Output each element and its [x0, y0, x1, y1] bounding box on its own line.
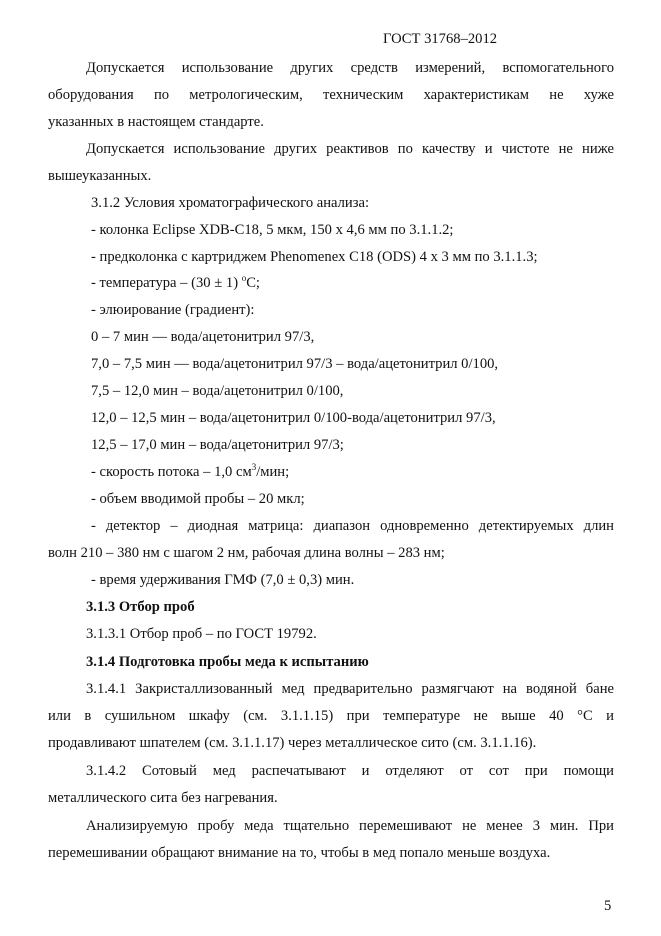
paragraph-line: металлического сита без нагревания. — [48, 790, 278, 806]
flow-rate-exponent: 3 — [251, 462, 257, 472]
flow-rate-text: - скорость потока – 1,0 см — [91, 464, 252, 480]
paragraph-line: оборудования по метрологическим, техническим характеристикам не хуже — [48, 87, 614, 103]
list-item — [91, 463, 289, 481]
list-item: - элюирование (градиент): — [91, 302, 255, 318]
paragraph-line: продавливают шпателем (см. 3.1.1.17) через металлическое сито (см. 3.1.1.16). — [48, 735, 537, 751]
paragraph-line: 3.1.3.1 Отбор проб – по ГОСТ 19792. — [86, 626, 317, 642]
list-item-continuation: волн 210 – 380 нм с шагом 2 нм, рабочая длина волны – 283 нм; — [48, 545, 445, 561]
paragraph-line: 3.1.4.2 Сотовый мед распечатывают и отделяют от сот при помощи — [86, 763, 614, 779]
paragraph-line: Анализируемую пробу меда тщательно перемешивают не менее 3 мин. При — [86, 818, 614, 834]
gradient-step: 0 – 7 мин — вода/ацетонитрил 97/3, — [91, 329, 315, 345]
paragraph-line: или в сушильном шкафу (см. 3.1.1.15) при температуре не выше 40 °С и — [48, 708, 614, 724]
section-heading: 3.1.4 Подготовка пробы меда к испытанию — [86, 654, 369, 670]
gradient-step: 7,0 – 7,5 мин — вода/ацетонитрил 97/3 – вода/ацетонитрил 0/100, — [91, 356, 499, 372]
temperature-text: - температура – (30 ± 1) — [91, 275, 242, 291]
document-header: ГОСТ 31768–2012 — [383, 31, 498, 47]
list-item: - детектор – диодная матрица: диапазон одновременно детектируемых длин — [91, 518, 614, 534]
paragraph-line: вышеуказанных. — [48, 168, 152, 184]
flow-rate-unit: /мин; — [256, 464, 290, 480]
paragraph-line: Допускается использование других средств измерений, вспомогательного — [86, 60, 614, 76]
paragraph-line: 3.1.4.1 Закристаллизованный мед предварительно размягчают на водяной бане — [86, 681, 614, 697]
section-heading: 3.1.3 Отбор проб — [86, 599, 195, 615]
page-number: 5 — [604, 898, 612, 914]
paragraph-line: указанных в настоящем стандарте. — [48, 114, 264, 130]
section-title: 3.1.2 Условия хроматографического анализа: — [91, 195, 370, 211]
list-item: - время удерживания ГМФ (7,0 ± 0,3) мин. — [91, 572, 355, 588]
list-item: - предколонка с картриджем Phenomenex C18 (ODS) 4 х 3 мм по 3.1.1.3; — [91, 249, 538, 265]
list-item: - объем вводимой пробы – 20 мкл; — [91, 491, 305, 507]
paragraph-line: перемешивании обращают внимание на то, чтобы в мед попало меньше воздуха. — [48, 845, 551, 861]
paragraph-line: Допускается использование других реактивов по качеству и чистоте не ниже — [86, 141, 614, 157]
degree-mark: o — [241, 273, 247, 283]
gradient-step: 12,5 – 17,0 мин – вода/ацетонитрил 97/3; — [91, 437, 344, 453]
temperature-unit: С; — [246, 275, 260, 291]
list-item: - колонка Eclipse XDB-C18, 5 мкм, 150 х 4,6 мм по 3.1.1.2; — [91, 222, 454, 238]
gradient-step: 7,5 – 12,0 мин – вода/ацетонитрил 0/100, — [91, 383, 344, 399]
list-item — [91, 274, 260, 292]
gradient-step: 12,0 – 12,5 мин – вода/ацетонитрил 0/100-вода/ацетонитрил 97/3, — [91, 410, 496, 426]
